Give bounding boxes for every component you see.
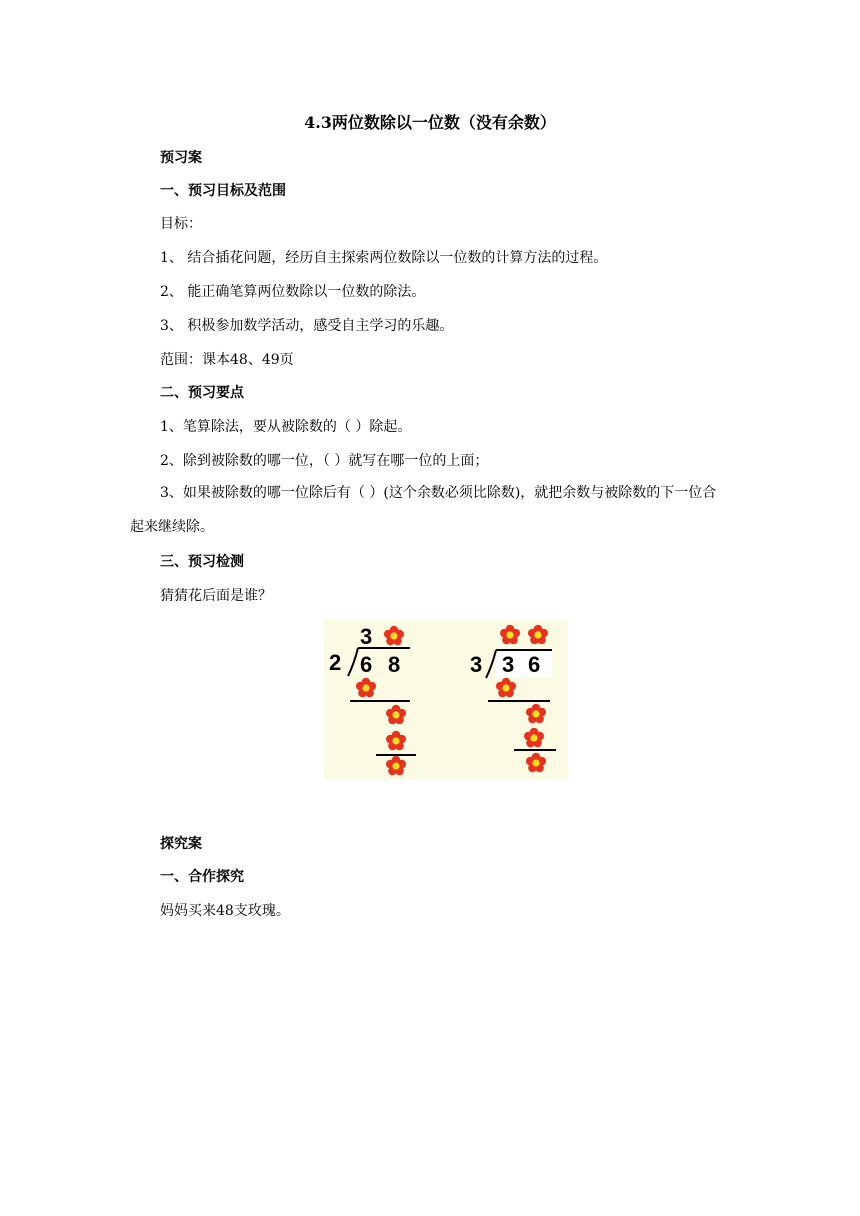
right-dividend-digit: 6 (528, 652, 541, 677)
explore-text: 妈妈买来48支玫瑰。 (160, 903, 290, 919)
left-dividend-digit: 6 (360, 652, 373, 677)
goal-item: 2、 能正确笔算两位数除以一位数的除法。 (160, 284, 426, 300)
page-title: 4.3两位数除以一位数（没有余数） (304, 113, 556, 132)
goal-item: 3、 积极参加数学活动，感受自主学习的乐趣。 (160, 318, 454, 334)
explore-heading: 探究案 (160, 836, 202, 852)
goal-item: 1、 结合插花问题，经历自主探索两位数除以一位数的计算方法的过程。 (160, 250, 608, 266)
point-item-wrapped: 3、如果被除数的哪一位除后有（ ）(这个余数必须比除数)，就把余数与被除数的下一位合起来继续除。 (130, 485, 717, 535)
right-divisor: 3 (470, 652, 483, 677)
left-quotient-digit: 3 (360, 624, 373, 649)
division-puzzle-figure (324, 620, 568, 780)
section3-heading: 三、预习检测 (160, 554, 244, 570)
question-text: 猜猜花后面是谁？ (160, 588, 272, 604)
explore-section1-heading: 一、合作探究 (160, 869, 244, 885)
goal-label: 目标： (160, 216, 202, 232)
left-divisor: 2 (329, 650, 342, 675)
section1-heading: 一、预习目标及范围 (160, 183, 286, 199)
scope-text: 范围：课本48、49页 (160, 352, 294, 368)
right-dividend-digit: 3 (502, 652, 515, 677)
left-dividend-digit: 8 (388, 652, 401, 677)
section2-heading: 二、预习要点 (160, 385, 244, 401)
preview-heading: 预习案 (160, 150, 202, 166)
point-item: 2、除到被除数的哪一位，（ ）就写在哪一位的上面； (160, 453, 489, 469)
point-item: 1、笔算除法，要从被除数的（ ）除起。 (160, 419, 412, 435)
